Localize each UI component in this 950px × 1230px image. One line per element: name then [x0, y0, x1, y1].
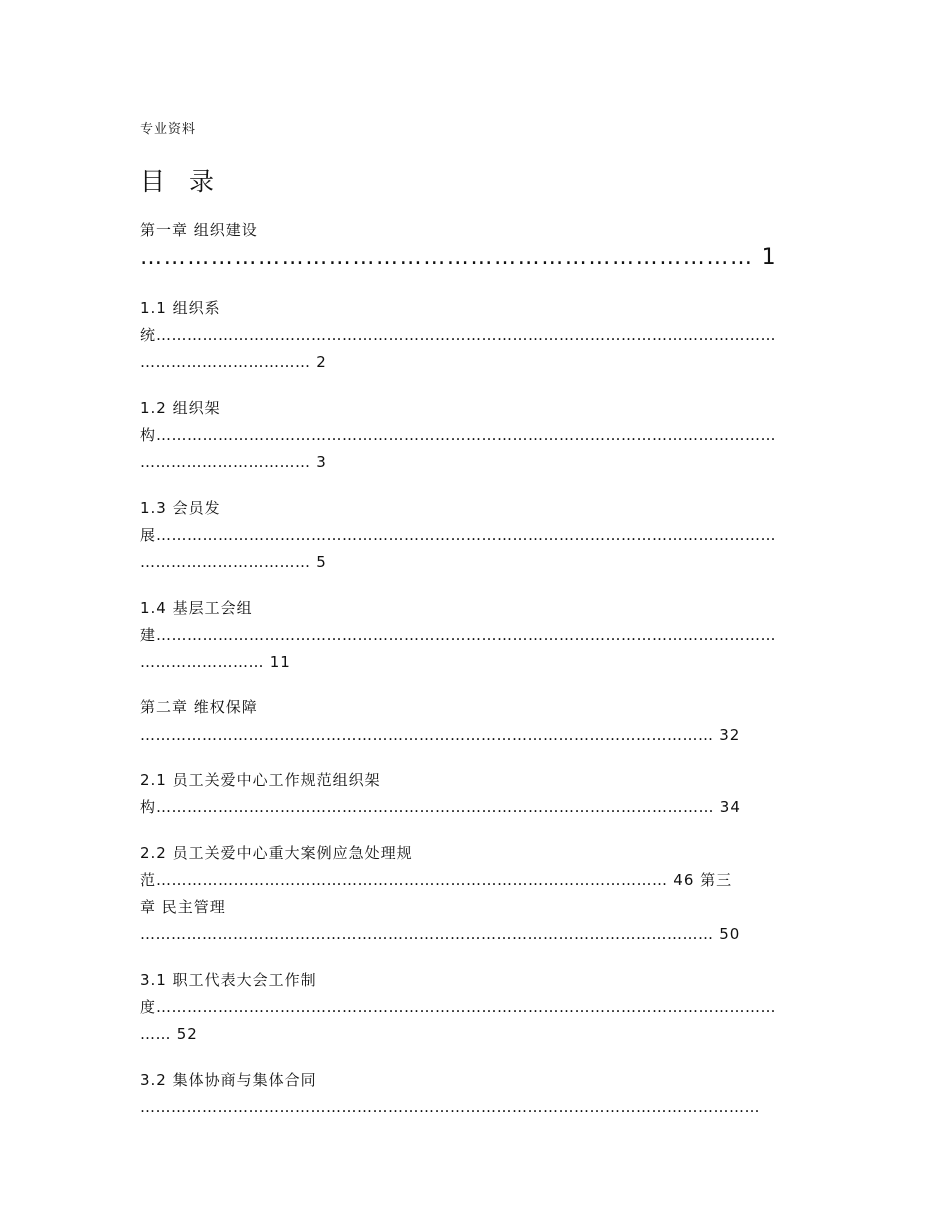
toc-entry-3-1-leader: [140, 997, 808, 1017]
dot-leader: …………………………………………………………………………………………………………: [140, 1098, 760, 1116]
page-number: 11: [264, 653, 291, 671]
page-number: 5: [310, 553, 327, 571]
toc-entry-1-4-page: [140, 652, 808, 672]
title-continuation: 构: [140, 426, 157, 444]
toc-entry-1-3-leader: [140, 525, 808, 545]
toc-entry-1-2-leader: [140, 425, 808, 445]
toc-entry-1-2-page: [140, 452, 808, 472]
dot-leader: ……………………………: [140, 353, 311, 371]
page-number: 1: [753, 245, 777, 270]
title-continuation: 建: [140, 626, 157, 644]
title-continuation: 度: [140, 998, 157, 1016]
dot-leader: ………………………………………………………………………………………: [156, 871, 668, 889]
dot-leader: …………………………………………………………………………………………………………: [156, 526, 777, 544]
toc-entry-1-3-page: [140, 552, 808, 572]
dot-leader: …………………………………………………………………………………………………………: [156, 626, 777, 644]
dot-leader: …………………………………………………………………………………………………………: [156, 426, 777, 444]
toc-entry-1-4-leader: [140, 625, 808, 645]
page-title: 目 录: [140, 167, 222, 196]
dot-leader: …………………………………………………………………………………………………: [140, 925, 714, 943]
toc-entry-1-1-leader: [140, 325, 808, 345]
dot-leader: ……: [140, 1025, 171, 1043]
title-continuation: 统: [140, 326, 157, 344]
toc-entry-1-1-title[interactable]: 1.1 组织系: [140, 299, 221, 317]
page-number: 32: [713, 726, 741, 744]
page-number: 3: [310, 453, 327, 471]
toc-entry-2-1-leader: [140, 797, 808, 817]
page-number: 50: [713, 925, 741, 943]
toc-entry-3-2-title[interactable]: 3.2 集体协商与集体合同: [140, 1071, 317, 1089]
toc-entry-1-4-title[interactable]: 1.4 基层工会组: [140, 599, 253, 617]
toc-entry-1-2-title[interactable]: 1.2 组织架: [140, 399, 221, 417]
toc-entry-ch2-title[interactable]: 第二章 维权保障: [140, 698, 258, 716]
toc-entry-3-1-page: [140, 1024, 808, 1044]
toc-entry-3-1-title[interactable]: 3.1 职工代表大会工作制: [140, 971, 317, 989]
page-number: 2: [310, 353, 327, 371]
toc-entry-ch2-leader: [140, 725, 808, 745]
page-number: 46: [667, 871, 695, 889]
dot-leader: ……………………: [140, 653, 264, 671]
toc-entry-ch1-title[interactable]: 第一章 组织建设: [140, 221, 258, 239]
dot-leader: ……………………………: [140, 453, 311, 471]
toc-entry-ch1-leader: [140, 244, 808, 272]
dot-leader: …………………………………………………………………………………………………………: [156, 998, 777, 1016]
toc-entry-2-2-leader: [140, 870, 808, 890]
toc-entry-ch3-title[interactable]: 章 民主管理: [140, 898, 226, 916]
dot-leader: ……………………………………………………………………: [140, 245, 754, 270]
title-continuation: 构: [140, 798, 157, 816]
page-number: 34: [714, 798, 741, 816]
toc-entry-1-1-page: [140, 352, 808, 372]
toc-entry-2-2-title[interactable]: 2.2 员工关爱中心重大案例应急处理规: [140, 844, 413, 862]
dot-leader: ………………………………………………………………………………………………: [156, 798, 715, 816]
page-number: 52: [171, 1025, 198, 1043]
toc-entry-2-1-title[interactable]: 2.1 员工关爱中心工作规范组织架: [140, 771, 381, 789]
toc-entry-ch3-leader: [140, 924, 808, 944]
title-continuation: 展: [140, 526, 157, 544]
dot-leader: …………………………………………………………………………………………………: [140, 726, 714, 744]
page-header-label: 专业资料: [140, 122, 197, 137]
dot-leader: ……………………………: [140, 553, 311, 571]
toc-entry-1-3-title[interactable]: 1.3 会员发: [140, 499, 221, 517]
next-entry-fragment: 第三: [694, 871, 733, 889]
toc-entry-3-2-leader: [140, 1097, 808, 1117]
dot-leader: …………………………………………………………………………………………………………: [156, 326, 777, 344]
title-continuation: 范: [140, 871, 157, 889]
